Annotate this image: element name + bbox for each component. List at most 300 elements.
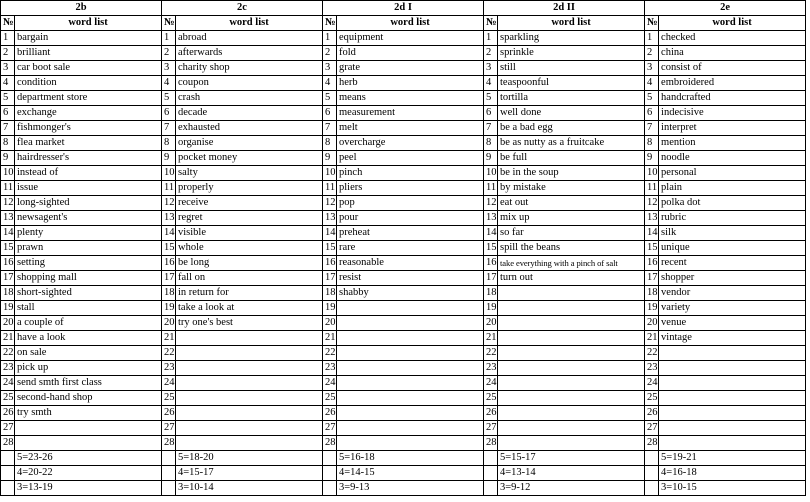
word-cell: coupon [176,76,323,91]
word-cell: well done [498,106,645,121]
row-number: 17 [323,271,337,286]
row-number: 19 [1,301,15,316]
row-number: 14 [645,226,659,241]
word-cell: organise [176,136,323,151]
word-cell [337,361,484,376]
word-cell: embroidered [659,76,806,91]
grade-scale: 4=14-15 [337,466,484,481]
row-number: 16 [484,256,498,271]
grade-spacer [162,451,176,466]
word-cell [498,391,645,406]
row-number: 27 [645,421,659,436]
row-number: 27 [162,421,176,436]
table-row [1,136,806,151]
table-row [1,106,806,121]
table-row [1,181,806,196]
row-number: 6 [162,106,176,121]
grade-scale: 5=18-20 [176,451,323,466]
word-cell [659,346,806,361]
row-number: 5 [484,91,498,106]
row-number: 9 [484,151,498,166]
word-cell [176,391,323,406]
row-number: 14 [323,226,337,241]
row-number: 25 [162,391,176,406]
row-number: 22 [484,346,498,361]
word-cell [337,376,484,391]
row-number: 17 [645,271,659,286]
word-cell [498,406,645,421]
word-cell: turn out [498,271,645,286]
word-cell [176,406,323,421]
row-number: 14 [162,226,176,241]
grade-scale: 5=19-21 [659,451,806,466]
word-cell: hairdresser's [15,151,162,166]
word-cell [337,391,484,406]
number-column-header: № [484,16,498,31]
row-number: 22 [645,346,659,361]
table-row [1,166,806,181]
word-list-column-header: word list [176,16,323,31]
word-cell: try smth [15,406,162,421]
word-cell: herb [337,76,484,91]
row-number: 11 [645,181,659,196]
table-row [1,271,806,286]
word-cell [176,421,323,436]
row-number: 24 [162,376,176,391]
number-column-header: № [645,16,659,31]
row-number: 9 [162,151,176,166]
row-number: 10 [484,166,498,181]
row-number: 13 [323,211,337,226]
word-cell [659,376,806,391]
row-number: 19 [645,301,659,316]
table-row [1,61,806,76]
row-number: 20 [484,316,498,331]
word-cell: have a look [15,331,162,346]
row-number: 22 [323,346,337,361]
row-number: 25 [645,391,659,406]
row-number: 1 [645,31,659,46]
row-number: 1 [484,31,498,46]
row-number: 1 [162,31,176,46]
word-cell: pick up [15,361,162,376]
word-cell: condition [15,76,162,91]
table-row [1,331,806,346]
row-number: 8 [323,136,337,151]
grade-scale: 3=13-19 [15,481,162,496]
grade-scale: 5=23-26 [15,451,162,466]
grade-scale: 4=20-22 [15,466,162,481]
section-title: 2d II [484,1,645,16]
row-number: 10 [645,166,659,181]
word-cell: be a bad egg [498,121,645,136]
row-number: 3 [484,61,498,76]
section-title-row [1,1,806,16]
row-number: 21 [484,331,498,346]
table-row [1,46,806,61]
table-row [1,406,806,421]
section-title: 2c [162,1,323,16]
row-number: 6 [1,106,15,121]
row-number: 28 [484,436,498,451]
row-number: 10 [162,166,176,181]
table-row [1,31,806,46]
row-number: 2 [645,46,659,61]
row-number: 4 [162,76,176,91]
word-cell [659,436,806,451]
word-cell: silk [659,226,806,241]
row-number: 2 [484,46,498,61]
word-cell [176,376,323,391]
table-row [1,376,806,391]
row-number: 3 [162,61,176,76]
word-cell [337,436,484,451]
row-number: 7 [162,121,176,136]
word-cell [498,346,645,361]
table-row [1,121,806,136]
word-cell: salty [176,166,323,181]
word-cell [337,316,484,331]
word-cell: crash [176,91,323,106]
table-row [1,91,806,106]
row-number: 19 [484,301,498,316]
row-number: 5 [1,91,15,106]
word-cell: charity shop [176,61,323,76]
row-number: 21 [323,331,337,346]
word-cell: eat out [498,196,645,211]
row-number: 12 [645,196,659,211]
word-cell [498,316,645,331]
grade-scale: 3=9-13 [337,481,484,496]
word-cell: spill the beans [498,241,645,256]
grade-spacer [645,451,659,466]
word-cell: handcrafted [659,91,806,106]
grade-spacer [1,451,15,466]
word-cell: fishmonger's [15,121,162,136]
grade-spacer [484,451,498,466]
word-cell: brilliant [15,46,162,61]
word-cell: variety [659,301,806,316]
row-number: 7 [484,121,498,136]
row-number: 20 [323,316,337,331]
word-cell [176,361,323,376]
number-column-header: № [1,16,15,31]
word-cell: sprinkle [498,46,645,61]
row-number: 26 [323,406,337,421]
row-number: 28 [645,436,659,451]
row-number: 19 [162,301,176,316]
word-cell: mix up [498,211,645,226]
row-number: 9 [645,151,659,166]
row-number: 15 [162,241,176,256]
section-title: 2b [1,1,162,16]
word-cell: decade [176,106,323,121]
row-number: 26 [1,406,15,421]
table-row [1,151,806,166]
row-number: 8 [1,136,15,151]
word-cell: car boot sale [15,61,162,76]
row-number: 22 [1,346,15,361]
row-number: 17 [162,271,176,286]
row-number: 8 [645,136,659,151]
word-cell: receive [176,196,323,211]
grade-spacer [323,481,337,496]
grade-spacer [323,466,337,481]
word-cell: take everything with a pinch of salt [498,256,645,271]
grade-spacer [162,466,176,481]
word-cell: polka dot [659,196,806,211]
grade-spacer [1,481,15,496]
row-number: 6 [484,106,498,121]
row-number: 23 [162,361,176,376]
row-number: 14 [484,226,498,241]
word-cell: a couple of [15,316,162,331]
table-row [1,226,806,241]
word-cell [498,286,645,301]
grade-scale: 4=15-17 [176,466,323,481]
word-cell: exchange [15,106,162,121]
row-number: 20 [1,316,15,331]
row-number: 18 [484,286,498,301]
table-row [1,241,806,256]
number-column-header: № [323,16,337,31]
grade-spacer [484,481,498,496]
row-number: 19 [323,301,337,316]
word-cell [176,346,323,361]
word-cell: means [337,91,484,106]
word-cell: measurement [337,106,484,121]
table-row [1,346,806,361]
word-cell: exhausted [176,121,323,136]
row-number: 23 [484,361,498,376]
table-row [1,421,806,436]
word-cell: shopper [659,271,806,286]
word-cell: instead of [15,166,162,181]
word-cell: second-hand shop [15,391,162,406]
grade-spacer [645,481,659,496]
row-number: 1 [1,31,15,46]
word-cell [337,421,484,436]
word-cell: fold [337,46,484,61]
row-number: 5 [323,91,337,106]
word-cell: pop [337,196,484,211]
word-cell: newsagent's [15,211,162,226]
word-cell [337,331,484,346]
word-cell: plenty [15,226,162,241]
row-number: 26 [645,406,659,421]
grade-row [1,481,806,496]
row-number: 4 [323,76,337,91]
row-number: 18 [162,286,176,301]
row-number: 21 [1,331,15,346]
word-cell: china [659,46,806,61]
word-cell: properly [176,181,323,196]
row-number: 15 [484,241,498,256]
word-cell [176,331,323,346]
row-number: 16 [162,256,176,271]
word-cell [337,301,484,316]
word-cell: vintage [659,331,806,346]
row-number: 4 [1,76,15,91]
row-number: 24 [645,376,659,391]
row-number: 5 [162,91,176,106]
word-cell: peel [337,151,484,166]
row-number: 16 [323,256,337,271]
row-number: 9 [323,151,337,166]
word-cell: abroad [176,31,323,46]
row-number: 27 [1,421,15,436]
table-row [1,391,806,406]
row-number: 22 [162,346,176,361]
word-cell: indecisive [659,106,806,121]
row-number: 13 [162,211,176,226]
row-number: 4 [645,76,659,91]
row-number: 15 [1,241,15,256]
word-cell: noodle [659,151,806,166]
grade-scale: 3=9-12 [498,481,645,496]
word-cell: checked [659,31,806,46]
word-cell: try one's best [176,316,323,331]
grade-row [1,451,806,466]
row-number: 8 [162,136,176,151]
row-number: 7 [1,121,15,136]
column-header-row [1,16,806,31]
grade-spacer [484,466,498,481]
row-number: 21 [162,331,176,346]
row-number: 27 [484,421,498,436]
grade-scale: 3=10-14 [176,481,323,496]
word-cell: regret [176,211,323,226]
row-number: 25 [323,391,337,406]
row-number: 3 [323,61,337,76]
grade-scale: 5=16-18 [337,451,484,466]
word-cell: be long [176,256,323,271]
grade-scale: 3=10-15 [659,481,806,496]
row-number: 13 [1,211,15,226]
word-cell: pour [337,211,484,226]
row-number: 13 [645,211,659,226]
word-cell: teaspoonful [498,76,645,91]
row-number: 23 [1,361,15,376]
word-cell: short-sighted [15,286,162,301]
word-cell: unique [659,241,806,256]
word-cell: whole [176,241,323,256]
row-number: 12 [323,196,337,211]
row-number: 23 [645,361,659,376]
word-cell: recent [659,256,806,271]
table-row [1,211,806,226]
table-row [1,436,806,451]
word-cell: venue [659,316,806,331]
word-cell: bargain [15,31,162,46]
word-cell: department store [15,91,162,106]
row-number: 3 [645,61,659,76]
row-number: 10 [1,166,15,181]
word-cell: setting [15,256,162,271]
word-cell: flea market [15,136,162,151]
grade-spacer [162,481,176,496]
row-number: 7 [645,121,659,136]
word-cell: consist of [659,61,806,76]
word-cell: take a look at [176,301,323,316]
row-number: 25 [1,391,15,406]
table-row [1,301,806,316]
row-number: 21 [645,331,659,346]
word-cell: tortilla [498,91,645,106]
word-cell: be in the soup [498,166,645,181]
word-cell: pocket money [176,151,323,166]
row-number: 9 [1,151,15,166]
grade-scale: 5=15-17 [498,451,645,466]
row-number: 6 [645,106,659,121]
word-cell [337,406,484,421]
word-cell: shopping mall [15,271,162,286]
row-number: 7 [323,121,337,136]
row-number: 28 [323,436,337,451]
row-number: 13 [484,211,498,226]
row-number: 15 [323,241,337,256]
word-cell: on sale [15,346,162,361]
word-cell: personal [659,166,806,181]
row-number: 28 [1,436,15,451]
word-cell: still [498,61,645,76]
word-cell [15,421,162,436]
row-number: 2 [323,46,337,61]
table-row [1,196,806,211]
grade-scale: 4=13-14 [498,466,645,481]
row-number: 15 [645,241,659,256]
section-title: 2e [645,1,806,16]
word-cell: plain [659,181,806,196]
word-cell: visible [176,226,323,241]
row-number: 14 [1,226,15,241]
word-cell: by mistake [498,181,645,196]
word-cell: rare [337,241,484,256]
row-number: 25 [484,391,498,406]
word-cell: rubric [659,211,806,226]
row-number: 1 [323,31,337,46]
word-list-column-header: word list [659,16,806,31]
word-list-column-header: word list [498,16,645,31]
row-number: 12 [1,196,15,211]
word-cell: so far [498,226,645,241]
row-number: 17 [1,271,15,286]
table-row [1,286,806,301]
word-cell: send smth first class [15,376,162,391]
row-number: 2 [162,46,176,61]
row-number: 18 [645,286,659,301]
row-number: 18 [1,286,15,301]
table-row [1,76,806,91]
row-number: 28 [162,436,176,451]
row-number: 12 [162,196,176,211]
word-cell [659,361,806,376]
row-number: 11 [162,181,176,196]
word-cell: afterwards [176,46,323,61]
row-number: 11 [484,181,498,196]
row-number: 24 [484,376,498,391]
row-number: 26 [162,406,176,421]
row-number: 20 [162,316,176,331]
word-cell: melt [337,121,484,136]
table-row [1,361,806,376]
word-list-column-header: word list [337,16,484,31]
word-cell: resist [337,271,484,286]
section-title: 2d I [323,1,484,16]
grade-spacer [645,466,659,481]
row-number: 24 [1,376,15,391]
word-cell: reasonable [337,256,484,271]
